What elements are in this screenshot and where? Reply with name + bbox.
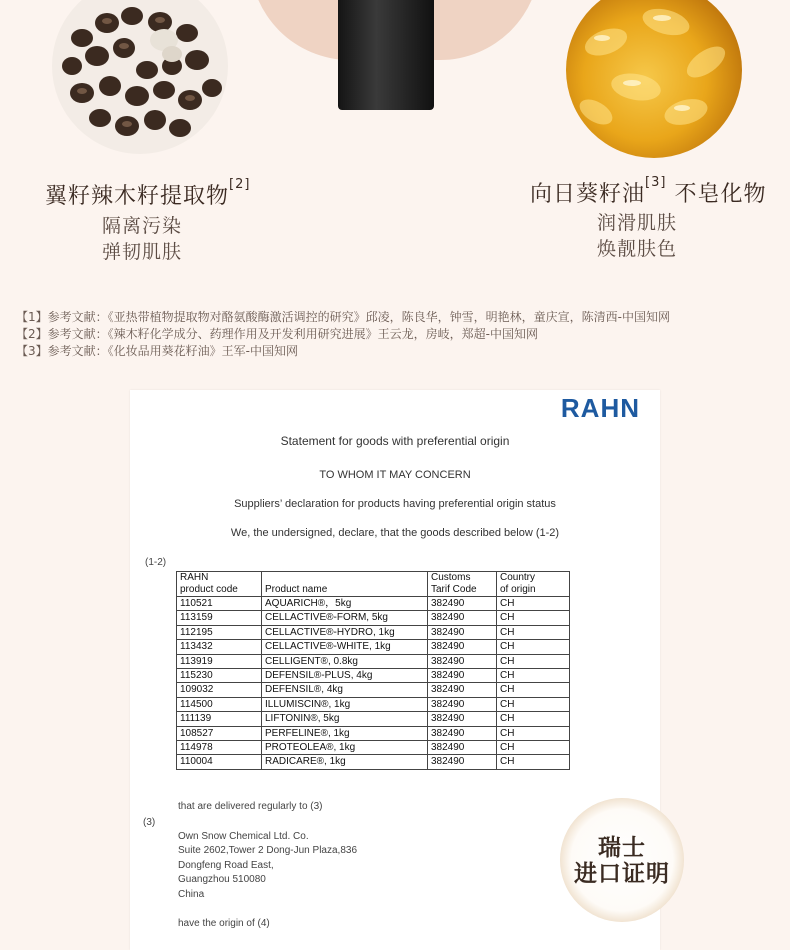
seal-line-2: 进口证明	[574, 861, 670, 887]
moringa-seeds-image	[52, 0, 228, 154]
product-name-cell: DEFENSIL®, 4kg	[262, 683, 428, 697]
col-header-product-code: RAHN product code	[177, 572, 262, 597]
ingredient-2-title-suffix: 不皂化物	[674, 182, 767, 207]
tarif-code-cell: 382490	[428, 755, 497, 769]
country-cell: CH	[497, 697, 570, 711]
address-line: Dongfeng Road East,	[178, 859, 274, 871]
marker-1-2: (1-2)	[145, 557, 167, 568]
product-name-cell: CELLACTIVE®-FORM, 5kg	[262, 611, 428, 625]
table-row	[177, 611, 570, 625]
product-name-cell: PERFELINE®, 1kg	[262, 726, 428, 740]
ingredient-2-benefit-1: 润滑肌肤	[596, 212, 677, 234]
concern-line: TO WHOM IT MAY CONCERN	[319, 469, 471, 481]
origin-line: have the origin of (4)	[178, 918, 270, 929]
goods-table	[176, 571, 570, 770]
product-code-cell: 113432	[177, 640, 262, 654]
ingredient-1-title: 翼籽辣木籽提取物[2]	[45, 177, 251, 209]
tarif-code-cell: 382490	[428, 740, 497, 754]
ingredient-1-benefit-1: 隔离污染	[101, 215, 182, 237]
address-line: Suite 2602,Tower 2 Dong-Jun Plaza,836	[178, 845, 358, 857]
reference-2: 【2】参考文献：《辣木籽化学成分、药理作用及开发利用研究进展》王云龙，房岐，郑超-中国知网	[16, 327, 538, 341]
swiss-import-proof-seal	[560, 798, 684, 922]
product-tube-image	[338, 0, 434, 110]
product-name-cell: RADICARE®, 1kg	[262, 755, 428, 769]
country-cell: CH	[497, 611, 570, 625]
references	[16, 309, 670, 360]
table-row	[177, 712, 570, 726]
address-line: Own Snow Chemical Ltd. Co.	[178, 831, 309, 842]
product-code-cell: 114500	[177, 697, 262, 711]
ingredient-2-benefit-2: 焕靓肤色	[596, 238, 677, 260]
reference-3: 【3】参考文献：《化妆品用葵花籽油》王军-中国知网	[16, 344, 298, 358]
ingredient-1-benefits	[92, 213, 192, 265]
seal-line-1: 瑞士	[598, 835, 646, 861]
rahn-logo: RAHN	[560, 393, 640, 423]
col-header-country: Country of origin	[497, 572, 570, 597]
product-name-cell: CELLACTIVE®-WHITE, 1kg	[262, 640, 428, 654]
table-header-row	[177, 572, 570, 597]
country-cell: CH	[497, 726, 570, 740]
sunflower-oil-capsules-image	[566, 0, 742, 158]
table-row	[177, 697, 570, 711]
tarif-code-cell: 382490	[428, 640, 497, 654]
product-name-cell: CELLIGENT®, 0.8kg	[262, 654, 428, 668]
ingredient-2-benefits	[587, 210, 687, 262]
country-cell: CH	[497, 755, 570, 769]
marker-3: (3)	[143, 817, 156, 828]
declaration-type: Suppliers’ declaration for products having preferential origin status	[234, 498, 556, 510]
ingredient-2-ref: [3]	[645, 175, 667, 190]
product-code-cell: 114978	[177, 740, 262, 754]
ingredient-1-benefit-2: 弹韧肌肤	[101, 241, 182, 263]
product-code-cell: 112195	[177, 625, 262, 639]
col-header-product-name: Product name	[262, 572, 428, 597]
product-name-cell: PROTEOLEA®, 1kg	[262, 740, 428, 754]
tarif-code-cell: 382490	[428, 611, 497, 625]
tarif-code-cell: 382490	[428, 625, 497, 639]
table-row	[177, 726, 570, 740]
product-name-cell: AQUARICH®，5kg	[262, 597, 428, 611]
table-row	[177, 597, 570, 611]
country-cell: CH	[497, 625, 570, 639]
table-row	[177, 668, 570, 682]
country-cell: CH	[497, 654, 570, 668]
product-code-cell: 111139	[177, 712, 262, 726]
tarif-code-cell: 382490	[428, 697, 497, 711]
product-name-cell: ILLUMISCIN®, 1kg	[262, 697, 428, 711]
product-code-cell: 109032	[177, 683, 262, 697]
tarif-code-cell: 382490	[428, 712, 497, 726]
table-row	[177, 640, 570, 654]
product-name-cell: LIFTONIN®, 5kg	[262, 712, 428, 726]
table-row	[177, 625, 570, 639]
tarif-code-cell: 382490	[428, 668, 497, 682]
product-code-cell: 110004	[177, 755, 262, 769]
table-row	[177, 755, 570, 769]
address-line: China	[178, 888, 205, 900]
product-code-cell: 108527	[177, 726, 262, 740]
table-row	[177, 740, 570, 754]
tarif-code-cell: 382490	[428, 654, 497, 668]
country-cell: CH	[497, 597, 570, 611]
product-name-cell: CELLACTIVE®-HYDRO, 1kg	[262, 625, 428, 639]
product-code-cell: 110521	[177, 597, 262, 611]
tarif-code-cell: 382490	[428, 597, 497, 611]
ingredient-2-title: 向日葵籽油[3] 不皂化物	[530, 175, 767, 207]
tarif-code-cell: 382490	[428, 726, 497, 740]
country-cell: CH	[497, 668, 570, 682]
delivered-line: that are delivered regularly to (3)	[178, 801, 323, 812]
product-code-cell: 113159	[177, 611, 262, 625]
reference-1: 【1】参考文献：《亚热带植物提取物对酪氨酸酶激活调控的研究》邱凌，陈良华，钟雪，明艳林，童庆宣，陈清西-中国知网	[16, 310, 670, 324]
table-row	[177, 683, 570, 697]
country-cell: CH	[497, 683, 570, 697]
tarif-code-cell: 382490	[428, 683, 497, 697]
country-cell: CH	[497, 640, 570, 654]
document-heading: Statement for goods with preferential origin	[280, 434, 510, 448]
table-row	[177, 654, 570, 668]
declare-line: We, the undersigned, declare, that the goods described below (1-2)	[230, 527, 560, 539]
recipient-address	[178, 830, 357, 902]
ingredient-1-ref: [2]	[229, 177, 251, 192]
product-name-cell: DEFENSIL®-PLUS, 4kg	[262, 668, 428, 682]
product-code-cell: 113919	[177, 654, 262, 668]
country-cell: CH	[497, 740, 570, 754]
address-line: Guangzhou 510080	[178, 874, 266, 886]
product-code-cell: 115230	[177, 668, 262, 682]
col-header-tarif-code: Customs Tarif Code	[428, 572, 497, 597]
country-cell: CH	[497, 712, 570, 726]
